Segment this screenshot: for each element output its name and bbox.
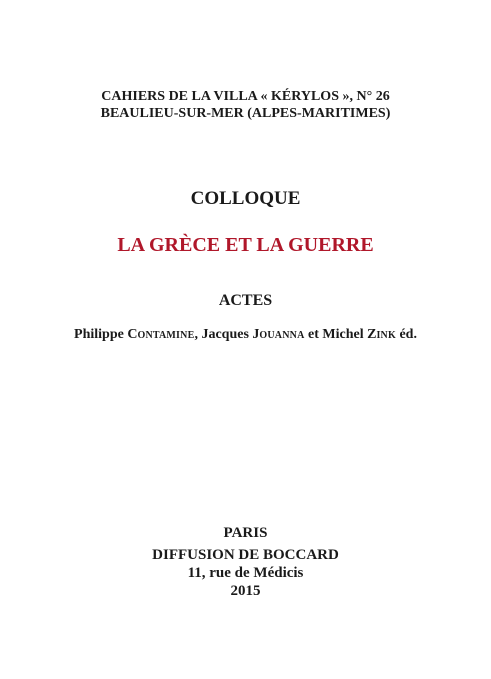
editor-3-last-initial: Z: [367, 327, 377, 342]
publisher-city: PARIS: [223, 525, 268, 541]
editor-separator-1: , Jacques: [194, 327, 253, 342]
publication-year: 2015: [230, 583, 261, 599]
editors-line: [0, 327, 491, 343]
editors-suffix: éd.: [395, 327, 417, 342]
actes-label: ACTES: [218, 292, 273, 309]
editor-2-last-initial: J: [252, 327, 260, 342]
publisher-address: 11, rue de Médicis: [187, 565, 304, 581]
colloque-label: COLLOQUE: [190, 188, 301, 209]
editor-separator-2: et Michel: [304, 327, 368, 342]
editor-3-last-rest: INK: [376, 330, 396, 341]
series-line: CAHIERS DE LA VILLA « KÉRYLOS », N° 26: [101, 89, 390, 104]
editor-1-last-initial: C: [127, 327, 138, 342]
editor-1-first: Philippe: [74, 327, 128, 342]
series-location: BEAULIEU-SUR-MER (ALPES-MARITIMES): [100, 106, 391, 121]
editor-1-last-rest: ONTAMINE: [137, 330, 195, 341]
publisher-name: DIFFUSION DE BOCCARD: [152, 547, 339, 563]
book-title: LA GRÈCE ET LA GUERRE: [117, 234, 374, 256]
editor-2-last-rest: OUANNA: [259, 330, 305, 341]
